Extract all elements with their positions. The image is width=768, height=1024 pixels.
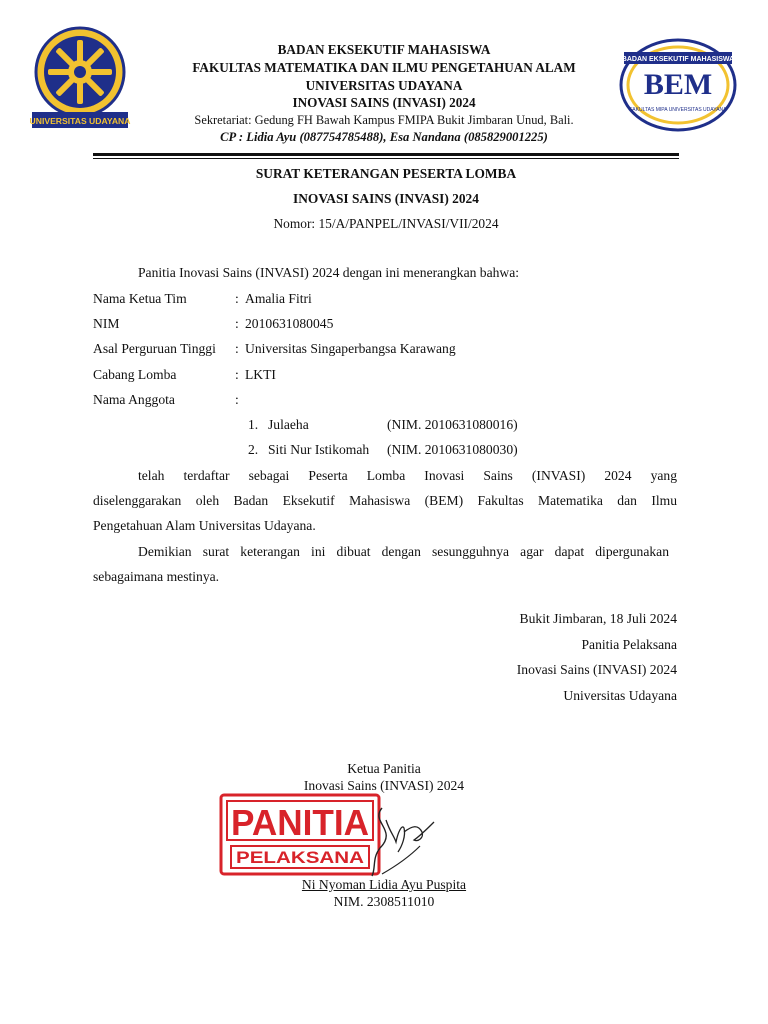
field-value-leader: Amalia Fitri: [245, 291, 312, 306]
field-value-nim: 2010631080045: [245, 316, 334, 331]
field-label-leader: Nama Ketua Tim: [93, 291, 187, 306]
field-label-nim: NIM: [93, 316, 120, 331]
document-number: Nomor: 15/A/PANPEL/INVASI/VII/2024: [273, 216, 499, 231]
bem-logo-bottom-text: FAKULTAS MIPA UNIVERSITAS UDAYANA: [629, 107, 727, 113]
letterhead-university: UNIVERSITAS UDAYANA: [305, 78, 463, 93]
field-value-category: LKTI: [245, 367, 276, 382]
closing-org: Panitia Pelaksana: [581, 637, 677, 652]
signatory-nim: NIM. 2308511010: [333, 894, 435, 909]
member-nim: (NIM. 2010631080030): [387, 442, 518, 457]
udayana-logo: [28, 26, 132, 134]
paragraph-registration-line: Pengetahuan Alam Universitas Udayana.: [93, 518, 316, 533]
letterhead-org: BADAN EKSEKUTIF MAHASISWA: [277, 42, 491, 57]
member-name: Julaeha: [268, 417, 309, 432]
letterhead-address: Sekretariat: Gedung FH Bawah Kampus FMIPA Bukit Jimbaran Unud, Bali.: [194, 113, 574, 127]
stamp-text-sub: PELAKSANA: [236, 848, 364, 867]
bem-logo: [618, 36, 738, 134]
handwritten-signature: [368, 802, 448, 880]
field-label-category: Cabang Lomba: [93, 367, 177, 382]
field-sep-category: :: [235, 367, 239, 382]
field-label-members: Nama Anggota: [93, 392, 175, 407]
paragraph-registration-line: diselenggarakan oleh Badan Eksekutif Mahasiswa (BEM) Fakultas Matematika dan Ilmu: [93, 493, 677, 508]
stamp-text-main: PANITIA: [231, 802, 370, 843]
field-value-university: Universitas Singaperbangsa Karawang: [245, 341, 456, 356]
udayana-logo-text: UNIVERSITAS UDAYANA: [29, 116, 131, 126]
paragraph-registration-line: telah terdaftar sebagai Peserta Lomba Inovasi Sains (INVASI) 2024 yang: [138, 468, 677, 483]
letterhead-faculty: FAKULTAS MATEMATIKA DAN ILMU PENGETAHUAN ALAM: [192, 60, 576, 75]
closing-event: Inovasi Sains (INVASI) 2024: [516, 662, 677, 677]
place-date: Bukit Jimbaran, 18 Juli 2024: [519, 611, 677, 626]
paragraph-closing-line: sebagaimana mestinya.: [93, 569, 220, 584]
member-number: 2.: [248, 442, 259, 457]
field-sep-university: :: [235, 341, 239, 356]
header-divider-thick: [93, 153, 679, 156]
signatory-name-wrap: [234, 876, 534, 894]
document-subtitle: INOVASI SAINS (INVASI) 2024: [293, 191, 479, 206]
signatory-role: Ketua Panitia: [347, 761, 421, 776]
letterhead-contact: CP : Lidia Ayu (087754785488), Esa Nandana (085829001225): [220, 130, 548, 144]
bem-logo-top-text: BADAN EKSEKUTIF MAHASISWA: [621, 56, 735, 63]
member-name: Siti Nur Istikomah: [268, 442, 370, 457]
field-sep-leader: :: [235, 291, 239, 306]
signatory-event: Inovasi Sains (INVASI) 2024: [303, 778, 465, 793]
field-label-university: Asal Perguruan Tinggi: [93, 341, 216, 356]
field-sep-nim: :: [235, 316, 239, 331]
bem-logo-main-text: BEM: [643, 68, 713, 101]
member-number: 1.: [248, 417, 259, 432]
committee-stamp: [219, 793, 381, 876]
signatory-name: Ni Nyoman Lidia Ayu Puspita: [301, 877, 467, 892]
document-title: SURAT KETERANGAN PESERTA LOMBA: [255, 166, 517, 181]
letterhead-event: INOVASI SAINS (INVASI) 2024: [292, 95, 476, 110]
header-divider-thin: [93, 158, 679, 159]
member-nim: (NIM. 2010631080016): [387, 417, 518, 432]
paragraph-closing-line: Demikian surat keterangan ini dibuat dengan sesungguhnya agar dapat dipergunakan: [138, 544, 669, 559]
intro-text: Panitia Inovasi Sains (INVASI) 2024 dengan ini menerangkan bahwa:: [138, 265, 520, 280]
field-sep-members: :: [235, 392, 239, 407]
closing-university: Universitas Udayana: [563, 688, 677, 703]
